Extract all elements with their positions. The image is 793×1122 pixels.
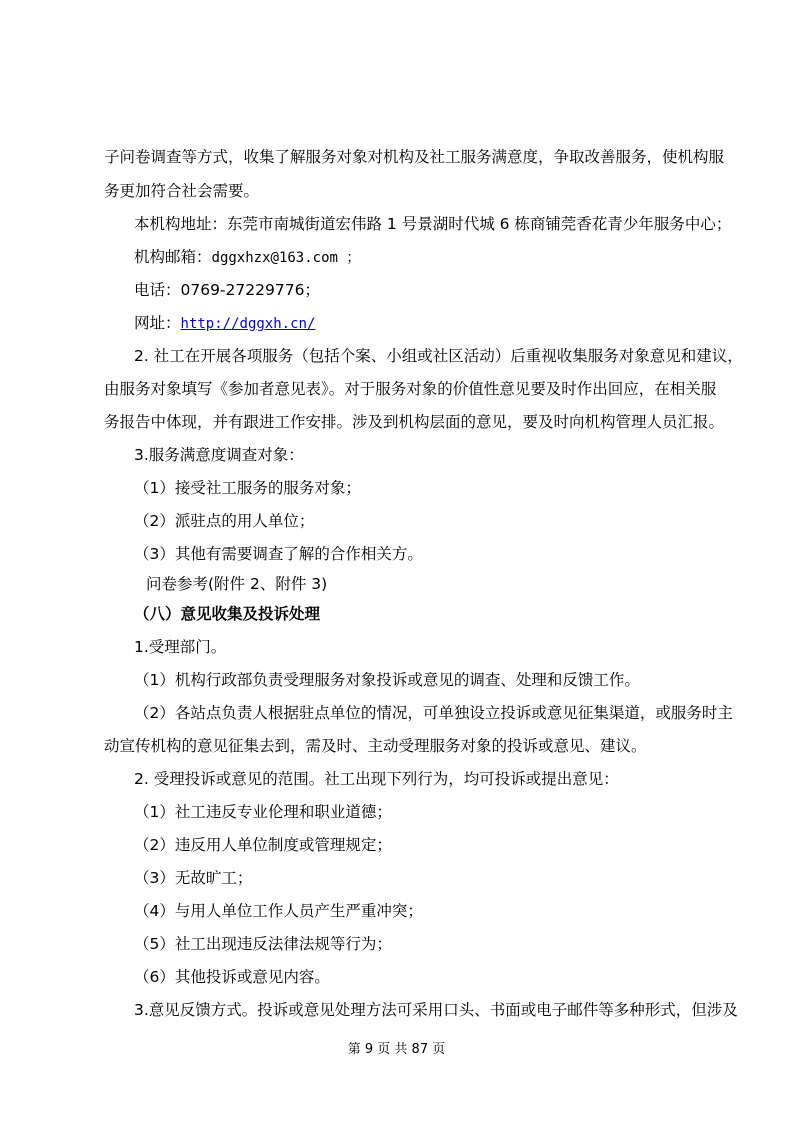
- paragraph-line: 务报告中体现，并有跟进工作安排。涉及到机构层面的意见，要及时向机构管理人员汇报。: [104, 413, 725, 431]
- email-line: [134, 247, 360, 267]
- phone-line: 电话：0769-27229776；: [134, 281, 320, 299]
- email-value: dggxhzx@163.com ；: [211, 250, 361, 266]
- email-label: 机构邮箱：: [134, 248, 212, 266]
- list-item: （5）社工出现违反法律法规等行为；: [134, 935, 392, 953]
- reference-note: 问卷参考(附件 2、附件 3): [146, 575, 328, 593]
- paragraph-line: 3.服务满意度调查对象：: [134, 446, 304, 464]
- section-heading: （八）意见收集及投诉处理: [134, 605, 321, 623]
- website-link[interactable]: http://dggxh.cn/: [180, 316, 316, 332]
- paragraph-line: 务更加符合社会需要。: [104, 182, 260, 200]
- paragraph-line: 2. 社工在开展各项服务（包括个案、小组或社区活动）后重视收集服务对象意见和建议，: [134, 347, 743, 365]
- list-item: （2）违反用人单位制度或管理规定；: [134, 836, 392, 854]
- paragraph-line: 动宣传机构的意见征集去到，需及时、主动受理服务对象的投诉或意见、建议。: [104, 737, 647, 755]
- list-item: （1）机构行政部负责受理服务对象投诉或意见的调查、处理和反馈工作。: [134, 671, 640, 689]
- paragraph-line: 1.受理部门。: [134, 638, 227, 656]
- paragraph-line: 2. 受理投诉或意见的范围。社工出现下列行为，均可投诉或提出意见：: [134, 770, 619, 788]
- list-item: （4）与用人单位工作人员产生严重冲突；: [134, 902, 423, 920]
- list-item: （2）各站点负责人根据驻点单位的情况，可单独设立投诉或意见征集渠道，或服务时主: [134, 704, 733, 722]
- list-item: （6）其他投诉或意见内容。: [134, 968, 330, 986]
- paragraph-line: 由服务对象填写《参加者意见表》。对于服务对象的价值性意见要及时作出回应，在相关服: [104, 380, 717, 398]
- website-label: 网址：: [134, 314, 181, 332]
- list-item: （3）无故旷工；: [134, 869, 253, 887]
- address-line: 本机构地址：东莞市南城街道宏伟路 1 号景湖时代城 6 栋商铺莞香花青少年服务中心；: [134, 215, 732, 233]
- paragraph-line: 子问卷调查等方式，收集了解服务对象对机构及社工服务满意度，争取改善服务，使机构服: [104, 148, 725, 166]
- page-footer: 第 9 页 共 87 页: [347, 1042, 446, 1057]
- list-item: （2）派驻点的用人单位；: [134, 512, 315, 530]
- paragraph-line: 3.意见反馈方式。投诉或意见处理方法可采用口头、书面或电子邮件等多种形式，但涉及: [134, 1001, 738, 1019]
- list-item: （1）社工违反专业伦理和职业道德；: [134, 803, 392, 821]
- list-item: （1）接受社工服务的服务对象；: [134, 479, 361, 497]
- list-item: （3）其他有需要调查了解的合作相关方。: [134, 545, 423, 563]
- website-line: [134, 313, 315, 333]
